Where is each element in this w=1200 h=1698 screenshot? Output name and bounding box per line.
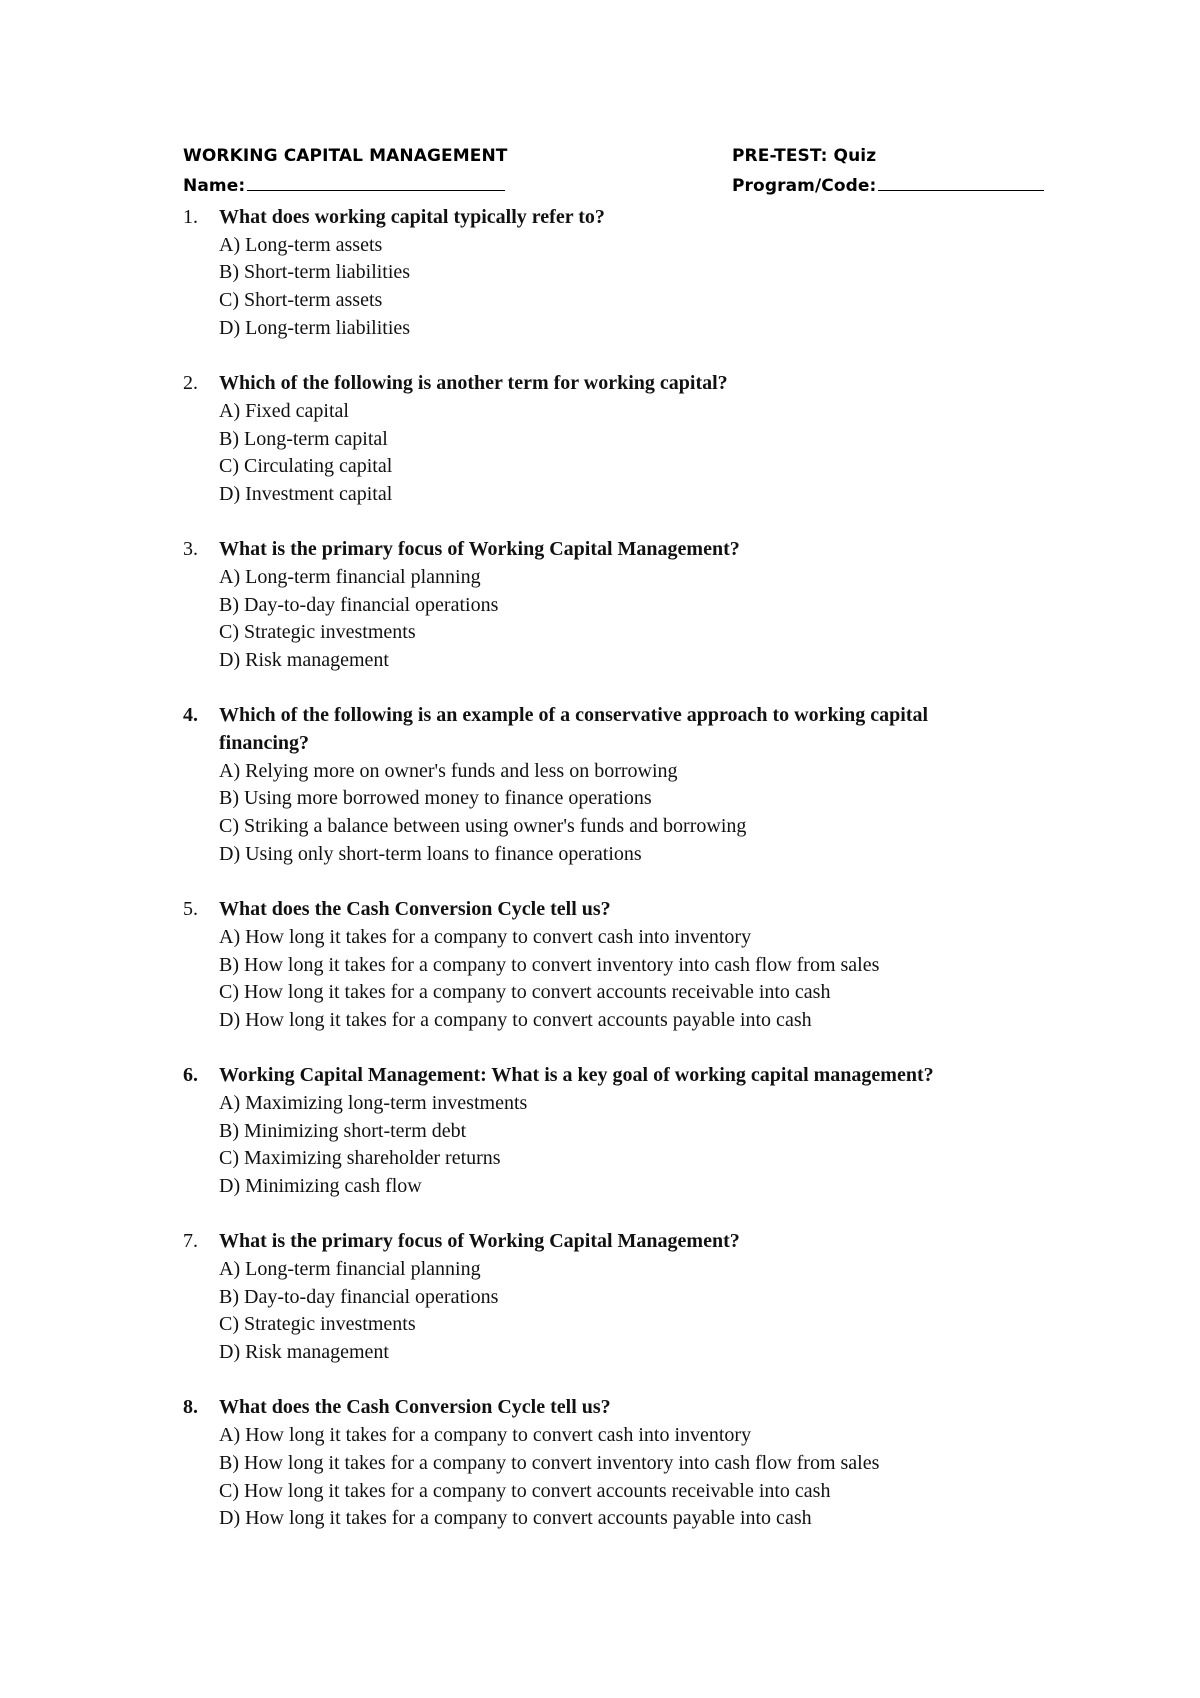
question-line — [183, 536, 1063, 564]
answer-option[interactable]: C) Short-term assets — [219, 289, 383, 312]
answer-option[interactable]: C) How long it takes for a company to convert accounts receivable into cash — [219, 981, 831, 1004]
answer-option[interactable]: D) Risk management — [219, 649, 389, 672]
question-number: 8. — [183, 1396, 198, 1419]
question-list — [183, 204, 1063, 1561]
answer-option[interactable]: D) Investment capital — [219, 482, 393, 505]
question-number: 2. — [183, 372, 198, 395]
answer-option[interactable]: C) Strategic investments — [219, 621, 416, 644]
header-row-title — [183, 146, 1063, 175]
option-list — [219, 924, 1063, 1035]
answer-option[interactable]: A) Long-term assets — [219, 233, 383, 256]
question-number: 4. — [183, 704, 198, 727]
answer-option[interactable]: B) Using more borrowed money to finance operations — [219, 787, 652, 810]
question-text: Which of the following is another term for working capital? — [219, 372, 728, 395]
question-item — [183, 204, 1063, 343]
question-text: Working Capital Management: What is a key goal of working capital management? — [219, 1064, 934, 1087]
answer-option[interactable]: A) How long it takes for a company to convert cash into inventory — [219, 925, 752, 948]
question-text: What does the Cash Conversion Cycle tell us? — [219, 1396, 611, 1419]
question-line — [183, 1228, 1063, 1256]
question-number: 7. — [183, 1230, 198, 1253]
question-text: What does working capital typically refer to? — [219, 206, 605, 228]
question-item — [183, 702, 1063, 868]
answer-option[interactable]: D) How long it takes for a company to convert accounts payable into cash — [219, 1008, 812, 1031]
header-row-fields — [183, 175, 1063, 204]
option-list — [219, 564, 1063, 675]
question-text: Which of the following is an example of a conservative approach to working capital financing? — [219, 704, 929, 755]
answer-option[interactable]: B) Day-to-day financial operations — [219, 593, 499, 616]
answer-option[interactable]: A) Long-term financial planning — [219, 565, 481, 588]
question-item — [183, 1062, 1063, 1201]
question-number: 3. — [183, 538, 198, 561]
question-item — [183, 370, 1063, 509]
answer-option[interactable]: D) Risk management — [219, 1341, 389, 1364]
option-list — [219, 758, 1063, 869]
question-number: 6. — [183, 1064, 198, 1087]
answer-option[interactable]: D) Using only short-term loans to finance operations — [219, 842, 642, 865]
answer-option[interactable]: A) Fixed capital — [219, 399, 349, 422]
question-line — [183, 1062, 1063, 1090]
question-text: What is the primary focus of Working Capital Management? — [219, 538, 740, 561]
question-line — [183, 702, 1063, 757]
question-line — [183, 1394, 1063, 1422]
answer-option[interactable]: B) Minimizing short-term debt — [219, 1119, 467, 1142]
answer-option[interactable]: D) Long-term liabilities — [219, 316, 411, 339]
question-text: What does the Cash Conversion Cycle tell us? — [219, 898, 611, 921]
answer-option[interactable]: D) Minimizing cash flow — [219, 1175, 422, 1198]
answer-option[interactable]: C) Striking a balance between using owner's funds and borrowing — [219, 815, 747, 838]
answer-option[interactable]: A) Maximizing long-term investments — [219, 1091, 528, 1114]
option-list — [219, 398, 1063, 509]
question-line — [183, 204, 1063, 232]
quiz-header — [183, 146, 1063, 204]
name-label: Name: — [183, 176, 246, 196]
option-list — [219, 1256, 1063, 1367]
answer-option[interactable]: A) How long it takes for a company to convert cash into inventory — [219, 1424, 752, 1447]
program-blank-line[interactable] — [878, 175, 1044, 191]
question-number: 1. — [183, 206, 198, 228]
answer-option[interactable]: C) Circulating capital — [219, 455, 393, 478]
question-text: What is the primary focus of Working Capital Management? — [219, 1230, 740, 1253]
program-field — [732, 175, 1044, 196]
answer-option[interactable]: B) Long-term capital — [219, 427, 388, 450]
answer-option[interactable]: B) Day-to-day financial operations — [219, 1285, 499, 1308]
test-label: PRE-TEST: Quiz — [732, 146, 877, 166]
name-field — [183, 175, 505, 196]
question-item — [183, 1394, 1063, 1533]
question-item — [183, 896, 1063, 1035]
name-blank-line[interactable] — [247, 175, 505, 191]
question-item — [183, 1228, 1063, 1367]
question-item — [183, 536, 1063, 675]
question-number: 5. — [183, 898, 198, 921]
answer-option[interactable]: A) Relying more on owner's funds and less on borrowing — [219, 759, 678, 782]
option-list — [219, 232, 1063, 343]
option-list — [219, 1422, 1063, 1533]
answer-option[interactable]: C) How long it takes for a company to convert accounts receivable into cash — [219, 1479, 831, 1502]
answer-option[interactable]: B) Short-term liabilities — [219, 261, 411, 284]
program-label: Program/Code: — [732, 176, 877, 196]
answer-option[interactable]: A) Long-term financial planning — [219, 1258, 481, 1281]
question-line — [183, 370, 1063, 398]
course-title: WORKING CAPITAL MANAGEMENT — [183, 146, 508, 166]
answer-option[interactable]: C) Maximizing shareholder returns — [219, 1147, 501, 1170]
answer-option[interactable]: B) How long it takes for a company to convert inventory into cash flow from sales — [219, 953, 880, 976]
answer-option[interactable]: B) How long it takes for a company to convert inventory into cash flow from sales — [219, 1451, 880, 1474]
option-list — [219, 1090, 1063, 1201]
answer-option[interactable]: D) How long it takes for a company to convert accounts payable into cash — [219, 1507, 812, 1530]
answer-option[interactable]: C) Strategic investments — [219, 1313, 416, 1336]
question-line — [183, 896, 1063, 924]
